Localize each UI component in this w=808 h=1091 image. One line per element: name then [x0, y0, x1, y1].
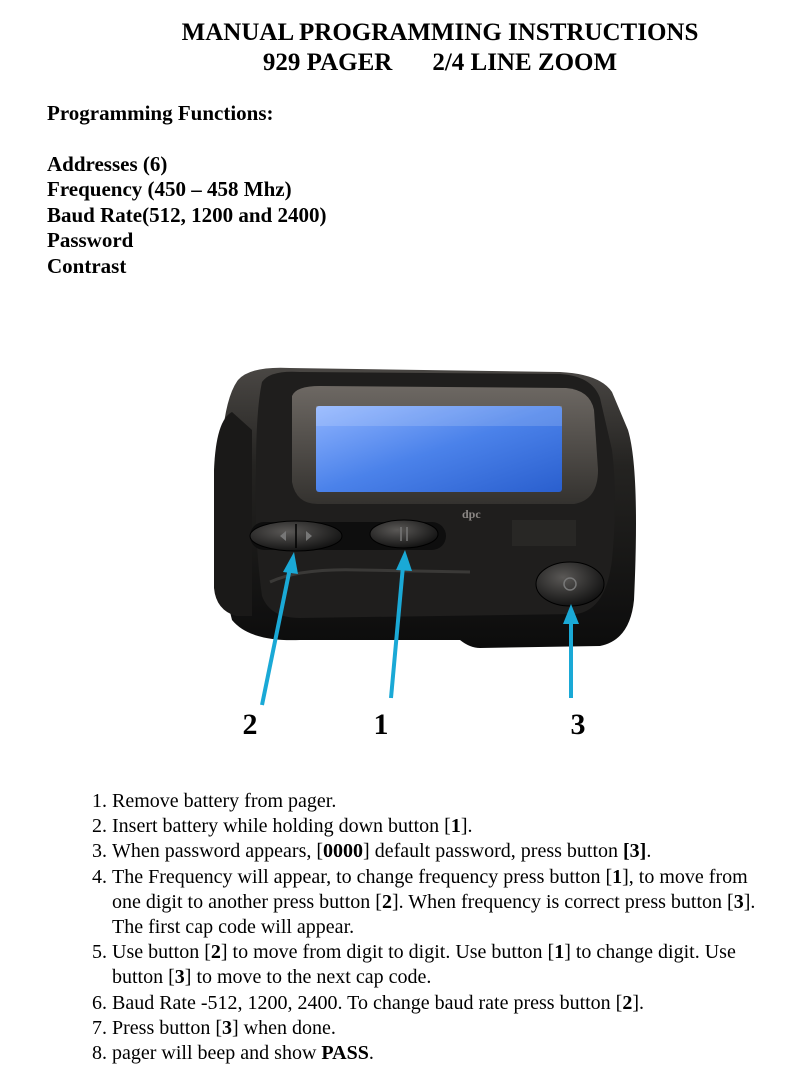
pager-button-1[interactable]: [370, 520, 438, 548]
pager-button-2[interactable]: [250, 521, 342, 551]
step-item: 7. Press button [3] when done.: [112, 1016, 772, 1041]
callout-arrow-3: [563, 604, 579, 698]
function-item: Addresses (6): [47, 152, 168, 176]
model-variant: 2/4 LINE ZOOM: [432, 49, 618, 76]
step-item: 1. Remove battery from pager.: [112, 789, 772, 814]
pager-button-3[interactable]: [536, 562, 604, 606]
step-item: 8. pager will beep and show PASS.: [112, 1041, 772, 1066]
step-item: 4. The Frequency will appear, to change frequency press button [1], to move from one digit to another press button [2]. When frequency is correct press button [3]. The first cap code will appear.: [112, 865, 772, 941]
pager-image: [214, 368, 636, 648]
callout-label-2: 2: [242, 708, 258, 741]
step-item: 2. Insert battery while holding down button [1].: [112, 814, 772, 839]
step-item: 6. Baud Rate -512, 1200, 2400. To change baud rate press button [2].: [112, 991, 772, 1016]
document-title: MANUAL PROGRAMMING INSTRUCTIONS: [181, 19, 699, 46]
model-name: 929 PAGER: [262, 49, 393, 76]
step-item: 5. Use button [2] to move from digit to digit. Use button [1] to change digit. Use button [3] to move to the next cap code.: [112, 940, 772, 990]
function-item: Frequency (450 – 458 Mhz): [47, 177, 292, 202]
step-item: 3. When password appears, [0000] default password, press button [3].: [112, 839, 772, 864]
brand-logo: dpc: [462, 507, 481, 521]
function-item: Contrast: [47, 253, 127, 278]
callout-label-1: 1: [373, 708, 389, 741]
function-item: Password: [47, 228, 134, 253]
callout-label-3: 3: [570, 708, 586, 741]
programming-steps: [74, 789, 772, 1066]
function-item: Baud Rate(512, 1200 and 2400): [47, 202, 327, 227]
functions-heading: Programming Functions:: [47, 101, 274, 125]
